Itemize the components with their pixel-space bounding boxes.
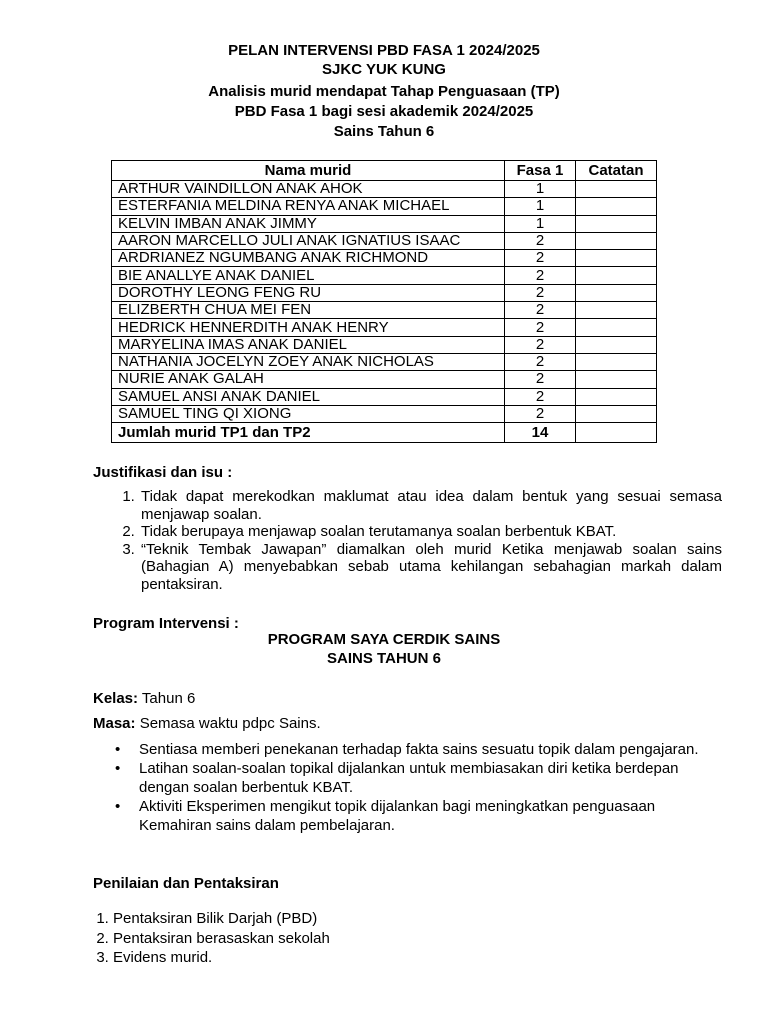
fasa-cell: 2 [505,336,576,353]
list-item: 1. Pentaksiran Bilik Darjah (PBD) [113,909,330,929]
list-item: • Latihan soalan-soalan topikal dijalankan untuk membiasakan diri ketika berdepan dengan soalan berbentuk KBAT. [139,759,729,797]
catatan-cell [576,181,657,198]
penilaian-list [93,909,330,968]
student-name-cell: SAMUEL ANSI ANAK DANIEL [112,388,505,405]
program-heading: Program Intervensi : [93,615,239,632]
activity-list [93,740,729,835]
catatan-cell [576,371,657,388]
penilaian-heading: Penilaian dan Pentaksiran [93,875,279,892]
fasa-cell: 2 [505,371,576,388]
list-item: • Sentiasa memberi penekanan terhadap fakta sains sesuatu topik dalam pengajaran. [139,740,729,759]
student-name-cell: ELIZBERTH CHUA MEI FEN [112,302,505,319]
table-row [112,284,657,301]
table-row [112,181,657,198]
session-title: PBD Fasa 1 bagi sesi akademik 2024/2025 [234,103,534,120]
analysis-title: Analisis murid mendapat Tahap Penguasaan (TP) [208,83,560,100]
school-name: SJKC YUK KUNG [322,61,446,78]
masa-value: Semasa waktu pdpc Sains. [135,715,321,732]
kelas-value: Tahun 6 [138,690,196,707]
fasa-cell: 2 [505,250,576,267]
student-name-cell: ARTHUR VAINDILLON ANAK AHOK [112,181,505,198]
catatan-cell [576,353,657,370]
catatan-cell [576,302,657,319]
doc-title: PELAN INTERVENSI PBD FASA 1 2024/2025 [228,42,540,59]
masa-line [93,715,321,732]
student-name-cell: AARON MARCELLO JULI ANAK IGNATIUS ISAAC [112,232,505,249]
fasa-cell: 1 [505,215,576,232]
total-catatan [576,423,657,443]
table-row [112,215,657,232]
total-label: Jumlah murid TP1 dan TP2 [112,423,505,443]
list-item: 2. Pentaksiran berasaskan sekolah [113,929,330,949]
student-name-cell: BIE ANALLYE ANAK DANIEL [112,267,505,284]
fasa-cell: 2 [505,388,576,405]
fasa-cell: 2 [505,405,576,422]
table-row [112,302,657,319]
student-table [111,160,657,443]
catatan-cell [576,232,657,249]
catatan-cell [576,336,657,353]
fasa-cell: 1 [505,181,576,198]
catatan-cell [576,267,657,284]
fasa-cell: 2 [505,232,576,249]
catatan-cell [576,319,657,336]
col-header-catatan: Catatan [576,161,657,181]
student-name-cell: MARYELINA IMAS ANAK DANIEL [112,336,505,353]
student-name-cell: SAMUEL TING QI XIONG [112,405,505,422]
student-name-cell: ARDRIANEZ NGUMBANG ANAK RICHMOND [112,250,505,267]
catatan-cell [576,388,657,405]
fasa-cell: 2 [505,319,576,336]
catatan-cell [576,284,657,301]
table-row [112,198,657,215]
table-body [112,181,657,423]
col-header-fasa: Fasa 1 [505,161,576,181]
list-item: 3. Evidens murid. [113,948,330,968]
catatan-cell [576,405,657,422]
table-row [112,405,657,422]
table-row [112,250,657,267]
kelas-line [93,690,195,707]
table-row [112,319,657,336]
table-row [112,336,657,353]
fasa-cell: 2 [505,284,576,301]
student-name-cell: KELVIN IMBAN ANAK JIMMY [112,215,505,232]
catatan-cell [576,215,657,232]
catatan-cell [576,250,657,267]
fasa-cell: 2 [505,267,576,284]
total-row [112,423,657,443]
table-header-row [112,161,657,181]
col-header-name: Nama murid [112,161,505,181]
list-item: 3. “Teknik Tembak Jawapan” diamalkan oleh murid Ketika menjawab soalan sains (Bahagian A) menyebabkan sebab utama kehilangan sebahagian markah dalam pentaksiran. [139,541,722,594]
student-name-cell: NATHANIA JOCELYN ZOEY ANAK NICHOLAS [112,353,505,370]
kelas-label: Kelas: [93,690,139,707]
fasa-cell: 1 [505,198,576,215]
table-row [112,353,657,370]
catatan-cell [576,198,657,215]
list-item: 1. Tidak dapat merekodkan maklumat atau idea dalam bentuk yang sesuai semasa menjawap soalan. [139,488,722,523]
list-item: • Aktiviti Eksperimen mengikut topik dijalankan bagi meningkatkan penguasaan Kemahiran sains dalam pembelajaran. [139,797,729,835]
subject-title: Sains Tahun 6 [333,123,435,140]
table-row [112,232,657,249]
table-row [112,267,657,284]
table-row [112,388,657,405]
total-value: 14 [505,423,576,443]
student-name-cell: ESTERFANIA MELDINA RENYA ANAK MICHAEL [112,198,505,215]
masa-label: Masa: [93,715,136,732]
list-item: 2. Tidak berupaya menjawap soalan terutamanya soalan berbentuk KBAT. [139,523,722,541]
program-subtitle: SAINS TAHUN 6 [327,650,441,667]
fasa-cell: 2 [505,302,576,319]
table-row [112,371,657,388]
student-name-cell: HEDRICK HENNERDITH ANAK HENRY [112,319,505,336]
justifikasi-list [93,488,722,593]
program-title: PROGRAM SAYA CERDIK SAINS [267,631,501,648]
fasa-cell: 2 [505,353,576,370]
student-name-cell: NURIE ANAK GALAH [112,371,505,388]
student-name-cell: DOROTHY LEONG FENG RU [112,284,505,301]
justifikasi-heading: Justifikasi dan isu : [93,464,233,481]
